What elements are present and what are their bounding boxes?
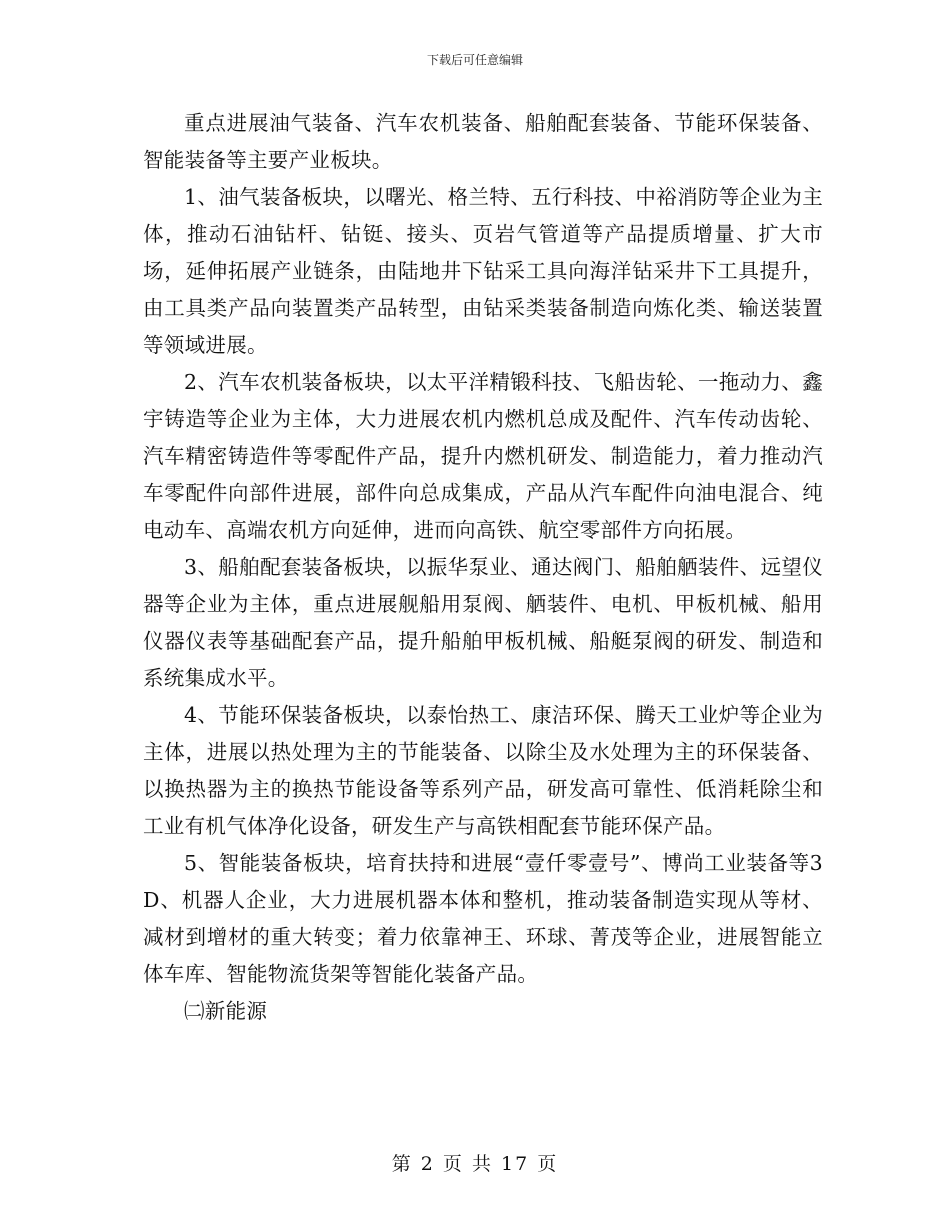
paragraph-ship-equipment: 3、船舶配套装备板块，以振华泵业、通达阀门、船舶舾装件、远望仪器等企业为主体，重点进展舰船用泵阀、舾装件、电机、甲板机械、船用仪器仪表等基础配套产品，提升船舶甲板机械、船艇泵阀的研发、制造和系统集成水平。 (143, 555, 823, 690)
paragraph-energy-saving-equipment: 4、节能环保装备板块，以泰怡热工、康洁环保、腾天工业炉等企业为主体，进展以热处理为主的节能装备、以除尘及水处理为主的环保装备、以换热器为主的换热节能设备等系列产品，研发高可靠性、低消耗除尘和工业有机气体净化设备，研发生产与高铁相配套节能环保产品。 (143, 703, 823, 838)
document-body (143, 105, 823, 1030)
paragraph-auto-agri-equipment: 2、汽车农机装备板块，以太平洋精锻科技、飞船齿轮、一拖动力、鑫宇铸造等企业为主体，大力进展农机内燃机总成及配件、汽车传动齿轮、汽车精密铸造件等零配件产品，提升内燃机研发、制造能力，着力推动汽车零配件向部件进展，部件向总成集成，产品从汽车配件向油电混合、纯电动车、高端农机方向延伸，进而向高铁、航空零部件方向拓展。 (143, 370, 823, 542)
page-header-note: 下载后可任意编辑 (426, 53, 523, 67)
section-heading-new-energy: ㈡新能源 (184, 999, 268, 1023)
paragraph-oil-gas-equipment: 1、油气装备板块，以曙光、格兰特、五行科技、中裕消防等企业为主体，推动石油钻杆、钻铤、接头、页岩气管道等产品提质增量、扩大市场，延伸拓展产业链条，由陆地井下钻采工具向海洋钻采井下工具提升，由工具类产品向装置类产品转型，由钻采类装备制造向炼化类、输送装置等领域进展。 (143, 185, 823, 357)
paragraph-smart-equipment: 5、智能装备板块，培育扶持和进展“壹仟零壹号”、博尚工业装备等3D、机器人企业，大力进展机器本体和整机，推动装备制造实现从等材、减材到增材的重大转变；着力依靠神王、环球、菁茂等企业，进展智能立体车库、智能物流货架等智能化装备产品。 (143, 851, 823, 986)
paragraph-intro: 重点进展油气装备、汽车农机装备、船舶配套装备、节能环保装备、智能装备等主要产业板块。 (143, 111, 823, 172)
page-number: 第 2 页 共 17 页 (391, 1153, 559, 1175)
